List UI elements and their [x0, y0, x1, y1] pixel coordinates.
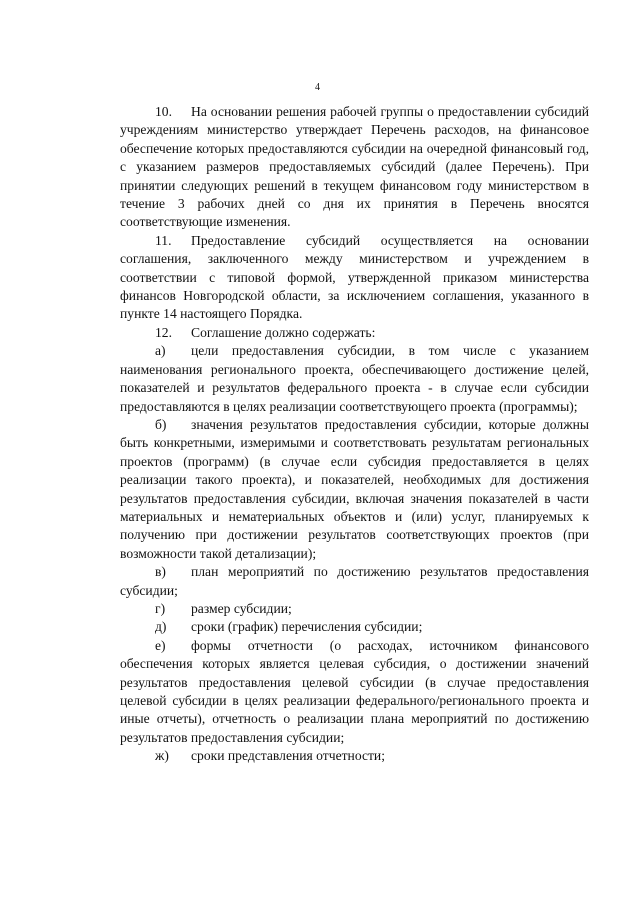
document-body	[120, 103, 589, 766]
subclause-letter: б)	[155, 416, 167, 432]
clause-number: 11.	[155, 232, 172, 248]
subclause-zh	[120, 747, 589, 765]
subclause-text: размер субсидии;	[191, 600, 292, 616]
subclause-v	[120, 563, 589, 600]
clause-text: Соглашение должно содержать:	[191, 324, 376, 340]
subclause-text: сроки (график) перечисления субсидии;	[191, 619, 423, 635]
subclause-text: формы отчетности (о расходах, источником финансового обеспечения которых является целевая субсидия, о достижении значений результатов предоставления целевой субсидии (в случае предоставления целевой субсидии в целях реализации федерального/регионального проекта и иные отчеты), отчетность о реализации плана мероприятий по достижению результатов предоставления субсидии;	[120, 637, 589, 745]
subclause-letter: е)	[155, 637, 166, 653]
subclause-letter: д)	[155, 619, 167, 635]
clause-text: Предоставление субсидий осуществляется на основании соглашения, заключенного между министерством и учреждением в соответствии с типовой формой, утвержденной приказом министерства финансов Новгородской области, за исключением соглашения, указанного в пункте 14 настоящего Порядка.	[120, 232, 589, 322]
subclause-text: значения результатов предоставления субсидии, которые должны быть конкретными, измеримыми и соответствовать результатам региональных проектов (программ) (в случае если субсидия предоставляется в целях реализации такого проекта), и показателей, необходимых для достижения результатов предоставления субсидии, включая значения показателей в части материальных и нематериальных объектов и (или) услуг, планируемых к получению при достижении результатов соответствующих проектов (при возможности такой детализации);	[120, 416, 589, 561]
subclause-e	[120, 637, 589, 747]
clause-11	[120, 232, 589, 324]
subclause-text: сроки представления отчетности;	[191, 748, 385, 764]
clause-number: 12.	[155, 324, 172, 340]
clause-12	[120, 324, 589, 342]
clause-10	[120, 103, 589, 232]
page-number: 4	[315, 82, 320, 93]
subclause-g	[120, 600, 589, 618]
subclause-a	[120, 342, 589, 416]
clause-text: На основании решения рабочей группы о предоставлении субсидий учреждениям министерство утверждает Перечень расходов, на финансовое обеспечение которых предоставляются субсидии на очередной финансовый год, с указанием размеров предоставляемых субсидий (далее Перечень). При принятии следующих решений в текущем финансовом году министерством в течение 3 рабочих дней со дня их принятия в Перечень вносятся соответствующие изменения.	[120, 104, 589, 230]
subclause-letter: ж)	[155, 748, 169, 764]
subclause-letter: в)	[155, 564, 166, 580]
subclause-letter: г)	[155, 600, 166, 616]
clause-number: 10.	[155, 104, 172, 119]
subclause-d	[120, 618, 589, 636]
subclause-text: план мероприятий по достижению результатов предоставления субсидии;	[120, 564, 589, 598]
subclause-text: цели предоставления субсидии, в том числе с указанием наименования регионального проекта, обеспечивающего достижение целей, показателей и результатов федерального проекта - в случае если субсидии предоставляются в целях реализации соответствующего проекта (программы);	[120, 343, 589, 414]
subclause-letter: а)	[155, 343, 166, 359]
subclause-b	[120, 416, 589, 563]
